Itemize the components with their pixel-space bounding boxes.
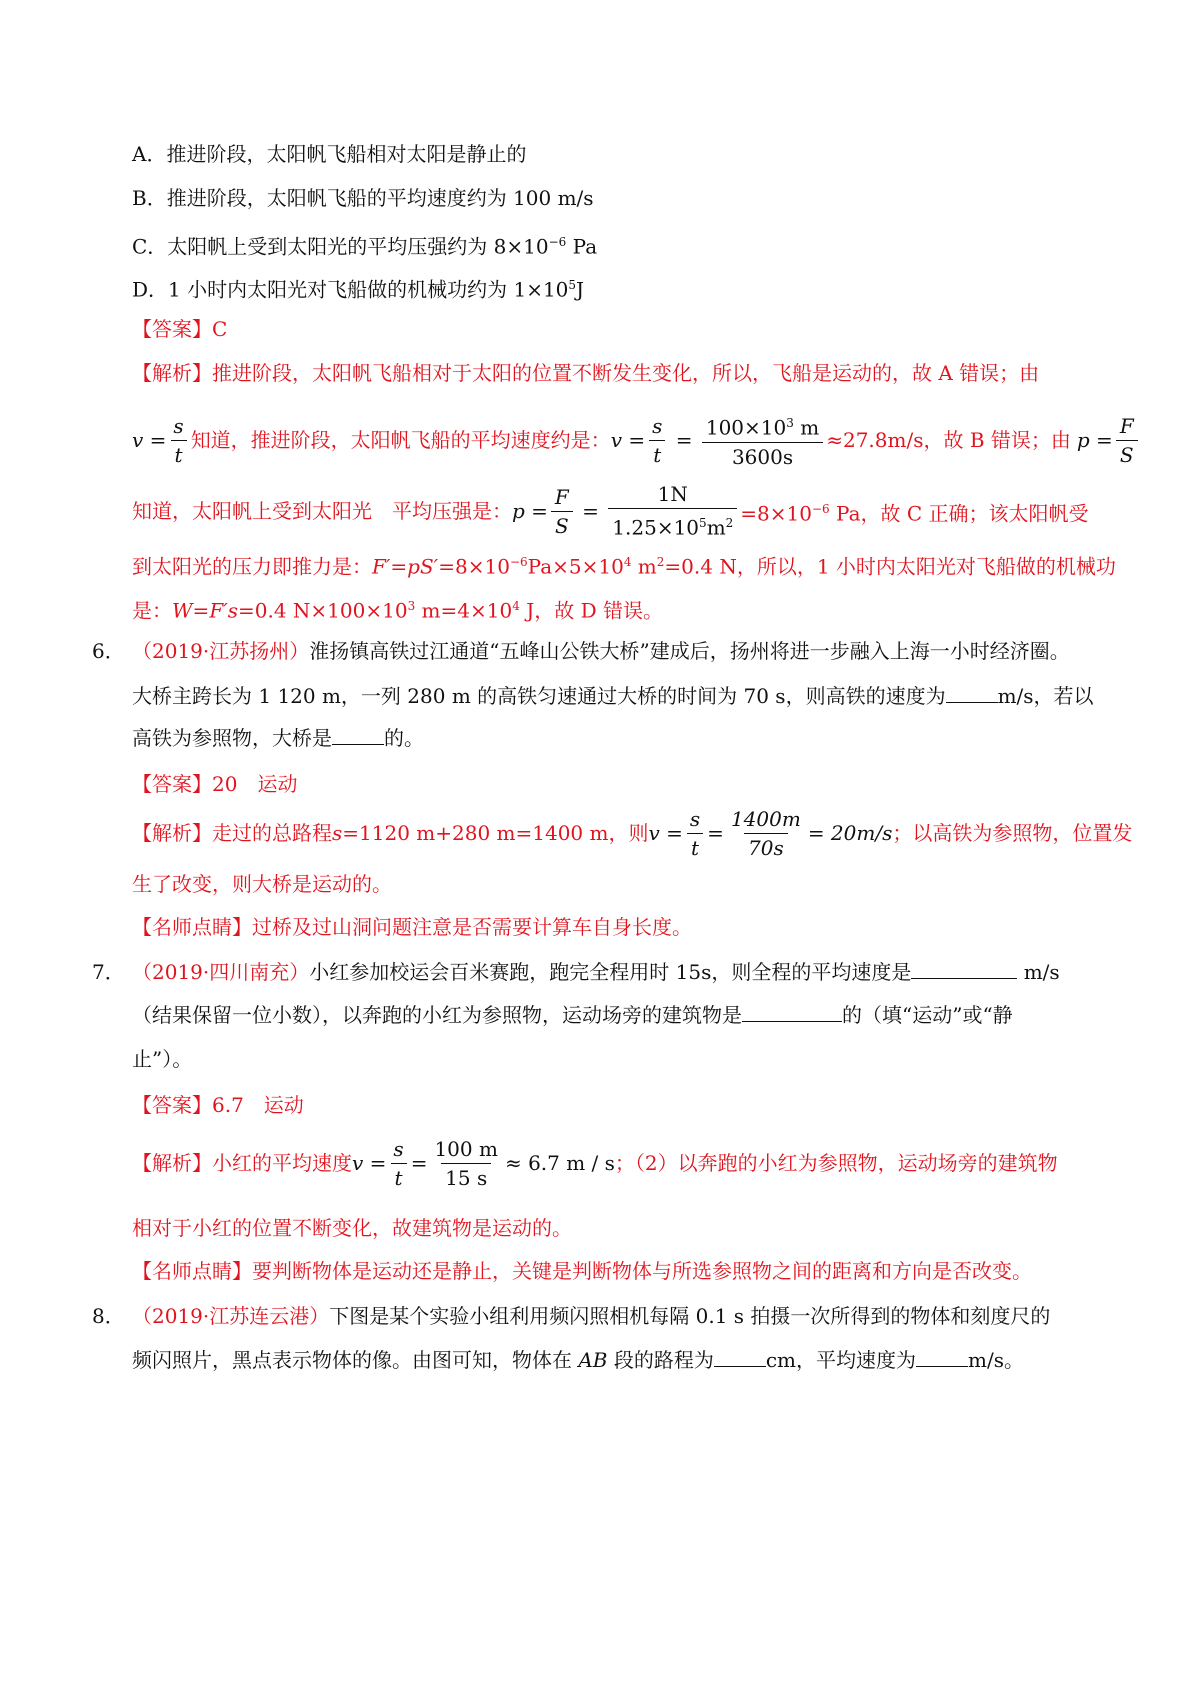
q6-number: 6． — [92, 639, 125, 663]
q5-analysis-line-1: 【解析】推进阶段，太阳帆飞船相对于太阳的位置不断发生变化，所以，飞船是运动的，故 A 错误；由 — [132, 361, 1040, 385]
formula-running-speed: $\frac{100 m}{15 s}$ — [434, 1136, 498, 1190]
option-c: C．太阳帆上受到太阳光的平均压强约为 $8\times 10^{-6}$ Pa — [132, 234, 598, 259]
q6-line-3: 高铁为参照物，大桥是 的。 — [132, 726, 424, 750]
q8-line-1: （2019·江苏连云港）下图是某个实验小组利用频闪照相机每隔 0.1 s 拍摄一次所得到的物体和刻度尺的 — [132, 1304, 1051, 1328]
q7-number: 7． — [92, 960, 125, 984]
formula-p-f-s: $\frac{F}{S}$ — [1116, 414, 1138, 467]
formula-v-s-t-3: $\frac{s}{t}$ — [686, 807, 704, 860]
answer-blank[interactable] — [946, 684, 998, 703]
q7-line-1: （2019·四川南充）小红参加校运会百米赛跑，跑完全程用时 15s，则全程的平均速度是 m/s — [132, 960, 1060, 984]
option-a: A．推进阶段，太阳帆飞船相对太阳是静止的 — [132, 142, 527, 166]
q7-line-2: （结果保留一位小数），以奔跑的小红为参照物，运动场旁的建筑物是 的（填“运动”或“静 — [132, 1003, 1013, 1027]
answer-blank[interactable] — [742, 1003, 842, 1022]
q5-analysis-line-5: 是：W=F′s=0.4 $N\times 100\times 10^3$ $m=4\times 10^4$ J，故 D 错误。 — [132, 598, 663, 623]
q6-analysis-line-1: 【解析】 走过的总路程 s =1120 m+280 m=1400 m，则 v = $\frac{s}{t}$ = $\frac{1400m}{70s}$ = 20m/s ；以高铁为参照物，位置发 — [132, 806, 1133, 860]
q5-answer: 【答案】C — [132, 317, 228, 341]
q8-line-2: 频闪照片，黑点表示物体的像。由图可知，物体在 AB 段的路程为 cm，平均速度为 m/s。 — [132, 1348, 1024, 1372]
formula-v-s-t: $\frac{s}{t}$ — [169, 414, 187, 467]
q7-analysis-line-2: 相对于小红的位置不断变化，故建筑物是运动的。 — [132, 1216, 572, 1240]
q6-line-1: （2019·江苏扬州）淮扬镇高铁过江通道“五峰山公铁大桥”建成后，扬州将进一步融入上海一小时经济圈。 — [132, 639, 1070, 663]
q7-tip: 【名师点睛】要判断物体是运动还是静止，关键是判断物体与所选参照物之间的距离和方向是否改变。 — [132, 1259, 1032, 1283]
formula-speed-value: $\frac{100\times 10^3 m}{3600s}$ — [702, 411, 823, 469]
q6-line-2: 大桥主跨长为 1 120 m，一列 280 m 的高铁匀速通过大桥的时间为 70 s，则高铁的速度为 m/s，若以 — [132, 684, 1094, 708]
q6-analysis-line-2: 生了改变，则大桥是运动的。 — [132, 872, 392, 896]
q6-tip: 【名师点睛】过桥及过山洞问题注意是否需要计算车自身长度。 — [132, 915, 692, 939]
answer-blank[interactable] — [714, 1348, 766, 1367]
q8-number: 8． — [92, 1304, 125, 1328]
answer-blank[interactable] — [332, 726, 384, 745]
q7-line-3: 止”）。 — [132, 1047, 193, 1071]
q5-analysis-line-2: v = $\frac{s}{t}$ 知道，推进阶段，太阳帆飞船的平均速度约是： v = $\frac{s}{t}$ = $\frac{100\times 10^3 m}{3600s}$ ≈27.8m/s，故 B 错误；由 p = $\frac{F}{S}$ — [132, 410, 1141, 470]
formula-v-s-t-2: $\frac{s}{t}$ — [648, 414, 666, 467]
q6-answer: 【答案】20 运动 — [132, 772, 298, 796]
formula-pressure-value: $\frac{1N}{1.25\times 10^5m^2}$ — [608, 482, 737, 540]
formula-train-speed: $\frac{1400m}{70s}$ — [730, 806, 801, 860]
q5-analysis-line-3: 知道，太阳帆上受到太阳光 平均压强是： p = $\frac{F}{S}$ = $\frac{1N}{1.25\times 10^5m^2}$ $=8\times 10^{-6}$ Pa，故 C 正确；该太阳帆受 — [132, 482, 1089, 540]
formula-p-f-s-2: $\frac{F}{S}$ — [551, 485, 573, 538]
q5-analysis-line-4: 到太阳光的压力即推力是：$F'=pS'=8\times 10^{-6}Pa\times 5\times 10^4$ $m^2=0.4$ N，所以，1 小时内太阳光对飞船做的机械功 — [132, 554, 1116, 579]
answer-blank[interactable] — [911, 960, 1017, 979]
option-d: D．1 小时内太阳光对飞船做的机械功约为 $1\times 10^5J$ — [132, 277, 585, 302]
q7-analysis-line-1: 【解析】 小红的平均速度 v = $\frac{s}{t}$ = $\frac{100 m}{15 s}$ ≈ 6.7 m / s ；（2）以奔跑的小红为参照物，运动场旁的建筑物 — [132, 1136, 1058, 1190]
formula-v-s-t-4: $\frac{s}{t}$ — [389, 1137, 407, 1190]
answer-blank[interactable] — [916, 1348, 968, 1367]
option-b: B．推进阶段，太阳帆飞船的平均速度约为 100 m/s — [132, 186, 594, 210]
q7-answer: 【答案】6.7 运动 — [132, 1093, 304, 1117]
